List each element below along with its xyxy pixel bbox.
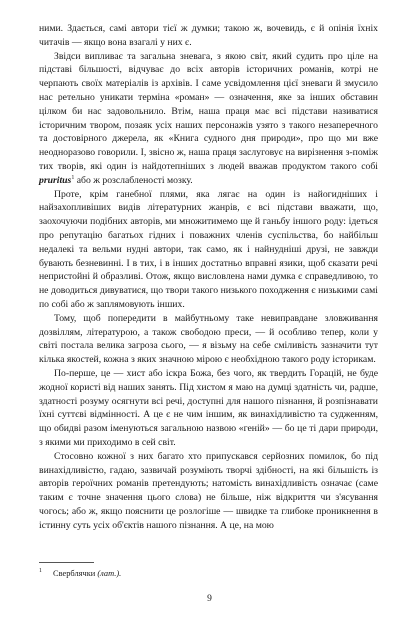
paragraph-2-tail: або ж розслабленості мозку. xyxy=(74,174,193,186)
paragraph-1: ними. Здається, самі автори тієї ж думки; такою ж, вочевидь, є й опінія їхніх читачів — якщо вона взагалі у них є. xyxy=(39,23,378,48)
main-text xyxy=(39,22,378,532)
page-number: 9 xyxy=(207,594,212,604)
paragraph-5: По-перше, це — хист або іскра Божа, без чого, як твердить Горацій, не буде жодної користі від наших занять. Під хистом я маю на думці здатність чи, радше, здатності розуму осягнути всі речі, доступні для нашого пізнання, й розпізнавати їхні суттєві відмінності. А це є не чим іншим, як винахідливістю та судженням, що обидві разом іменуються загальною назвою «геній» — бо це ті дари природи, з якими ми приходимо в сей світ. xyxy=(39,367,378,448)
footnote-text: Сверблячки xyxy=(53,569,98,578)
pruritus-word: pruritus xyxy=(39,174,72,186)
footnote-divider xyxy=(39,562,94,563)
footnote: 1 Сверблячки (лат.). xyxy=(39,568,122,578)
footnote-lat: (лат.). xyxy=(97,569,122,578)
paragraph-3: Проте, крім ганебної плями, яка лягає на один із найогидніших і найзахопливіших видів літературних жанрів, є всі підстави вважати, що, заохочуючи подібних авторів, ми множитимемо ще й ганьбу іншого роду: ідеться про репутацію багатьох гідних і поважних членів суспільства, бо найбільш недалекі та вельми нудні автори, так само, як і найнудніші друзі, не завжди бувають безневинні. І в тих, і в інших достатньо вправні язики, щоб сказати речі непристойні й образливі. Отож, якщо висловлена нами думка є справедливою, то не доводиться дивуватися, що твори такого низького походження є низькими самі по собі або ж заплямовують інших. xyxy=(39,188,378,310)
paragraph-4: Тому, щоб попередити в майбутньому таке невиправдане зловживання дозвіллям, літературою, а також свободою преси, — й особливо тепер, коли у світі постала велика загроза сього, — я візьму на себе сміливість зазначити тут кілька якостей, кожна з яких значною мірою є необхідною такого роду історикам. xyxy=(39,312,378,366)
paragraph-2-text: Звідси випливає та загальна зневага, з якою світ, який судить про ціле на підставі більшості, відчуває до всіх авторів історичних романів, котрі не черпають своїх матеріалів із архівів. І саме усвідомлення цієї зневаги й змусило нас ретельно уникати терміна «роман» — означення, яке за інших обставин цілком би нас задовольнило. Втім, наша праця має всі підстави називатися історичним твором, позаяк усіх наших персонажів узято з такого незаперечного та достовірного джерела, як «Книга судного дня природи», про що ми вже неодноразово говорили. І, звісно ж, наша праця заслуговує на вирізнення з-поміж тих творів, які один із найдотепніших з людей вважав продуктом такого собі xyxy=(39,50,378,172)
footnote-mark: 1 xyxy=(71,174,75,181)
paragraph-2 xyxy=(39,50,378,188)
paragraph-6: Стосовно кожної з них багато хто припускався серйозних помилок, бо під винахідливістю, гадаю, зазвичай розуміють творчі здібності, на які більшість із авторів героїчних романів претендують; натомість винахідливість означає (саме таким є точне значення цього слова) не більше, ніж відкриття чи з'ясування чогось; або ж, якщо пояснити це розлогіше — швидке та глибоке проникнення в істинну суть усіх об'єктів нашого пізнання. А це, на мою xyxy=(39,450,378,531)
